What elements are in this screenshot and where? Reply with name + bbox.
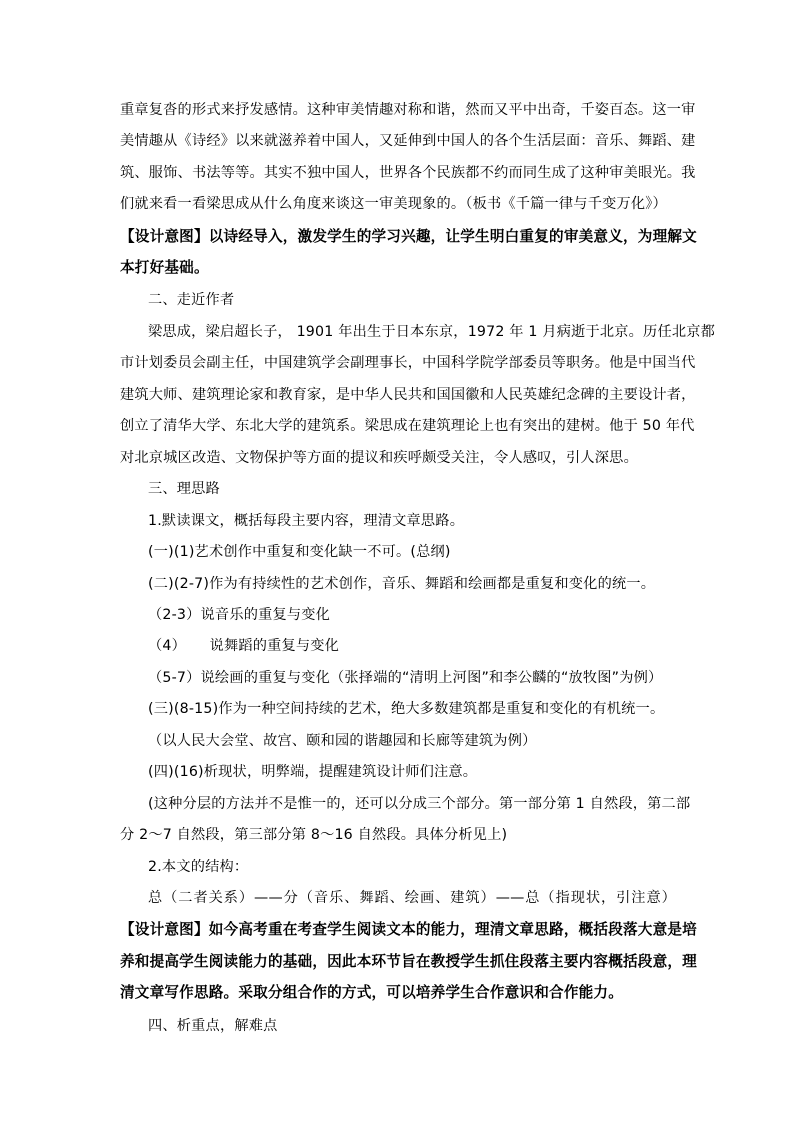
section-4-heading: 四、析重点，解难点 [148,1018,278,1034]
author-line-4: 创立了清华大学、东北大学的建筑系。梁思成在建筑理论上也有突出的建树。他于 50 年代 [120,418,695,434]
note-line-2: 分 2～7 自然段，第三部分第 8～16 自然段。具体分析见上) [120,827,508,843]
outline-item-2: (二)(2-7)作为有持续性的艺术创作，音乐、舞蹈和绘画都是重复和变化的统一。 [148,576,656,592]
intro-line-3: 筑、服饰、书法等等。其实不独中国人，世界各个民族都不约而同生成了这种审美眼光。我 [120,165,696,181]
outline-item-1: (一)(1)艺术创作中重复和变化缺一不可。(总纲) [148,544,451,560]
outline-item-4: (四)(16)析现状，明弊端，提醒建筑设计师们注意。 [148,764,478,780]
task-1: 1.默读课文，概括每段主要内容，理清文章思路。 [148,513,465,529]
author-line-2: 市计划委员会副主任，中国建筑学会副理事长，中国科学院学部委员等职务。他是中国当代 [120,355,696,371]
outline-sub-item-painting: （5-7）说绘画的重复与变化（张择端的“清明上河图”和李公麟的“放牧图”为例） [148,670,663,686]
section-3-heading: 三、理思路 [148,481,220,497]
design-intent-2-line-1: 【设计意图】如今高考重在考查学生阅读文本的能力，理清文章思路，概括段落大意是培 [120,921,697,938]
intro-line-2: 美情趣从《诗经》以来就滋养着中国人，又延伸到中国人的各个生活层面：音乐、舞蹈、建 [120,133,696,149]
outline-item-3: (三)(8-15)作为一种空间持续的艺术，绝大多数建筑都是重复和变化的有机统一。 [148,701,665,717]
outline-sub-item-dance: （4） 说舞蹈的重复与变化 [148,638,340,654]
author-line-3: 建筑大师、建筑理论家和教育家，是中华人民共和国国徽和人民英雄纪念碑的主要设计者， [120,387,696,403]
design-intent-1-line-1: 【设计意图】以诗经导入，激发学生的学习兴趣，让学生明白重复的审美意义，为理解文 [120,228,697,245]
author-line-1: 梁思成，梁启超长子， 1901 年出生于日本东京，1972 年 1 月病逝于北京。历任北京都 [148,324,715,340]
design-intent-2-line-3: 清文章写作思路。采取分组合作的方式，可以培养学生合作意识和合作能力。 [120,984,623,1001]
section-2-heading: 二、走近作者 [148,292,235,308]
outline-sub-item-music: （2-3）说音乐的重复与变化 [148,607,331,623]
outline-sub-item-architecture: （以人民大会堂、故宫、颐和园的谐趣园和长廊等建筑为例） [148,733,537,749]
structure-summary: 总（二者关系）——分（音乐、舞蹈、绘画、建筑）——总（指现状，引注意） [148,890,676,906]
task-2: 2.本文的结构： [148,859,249,875]
design-intent-1-line-2: 本打好基础。 [120,259,209,276]
design-intent-2-line-2: 养和提高学生阅读能力的基础，因此本环节旨在教授学生抓住段落主要内容概括段意，理 [120,953,697,970]
intro-line-4: 们就来看一看梁思成从什么角度来谈这一审美现象的。（板书《千篇一律与千变万化》） [120,196,667,212]
note-line-1: (这种分层的方法并不是惟一的，还可以分成三个部分。第一部分第 1 自然段，第二部 [148,796,691,812]
author-line-5: 对北京城区改造、文物保护等方面的提议和疾呼颇受关注，令人感叹，引人深思。 [120,450,638,466]
intro-line-1: 重章复沓的形式来抒发感情。这种审美情趣对称和谐，然而又平中出奇，千姿百态。这一审 [120,102,696,118]
